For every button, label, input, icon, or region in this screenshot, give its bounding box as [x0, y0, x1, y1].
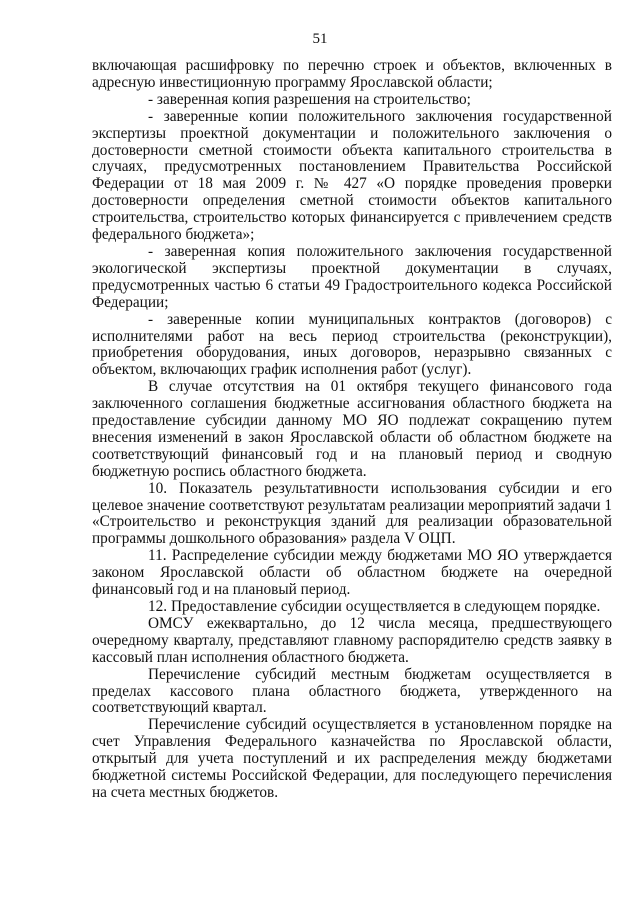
paragraph-item-12: 12. Предоставление субсидии осуществляется в следующем порядке. [148, 598, 601, 615]
list-item-ecological-expertise: - заверенная копия положительного заключения государственной экологической экспертизы проектной документации в случаях, предусмотренных частью 6 статьи 49 Градостроительного кодекса Российской Федерации; [92, 242, 612, 311]
list-item-building-permit: - заверенная копия разрешения на строительство; [148, 90, 471, 108]
paragraph-continuation: включающая расшифровку по перечню строек и объектов, включенных в адресную инвестиционную программу Ярославской области; [92, 57, 612, 91]
paragraph-treasury-account: Перечисление субсидий осуществляется в установленном порядке на счет Управления Федерального казначейства по Ярославской области, открытый для учета поступлений и их распределения между бюджетами бюджетной системы Российской Федерации, для последующего перечисления на счета местных бюджетов. [92, 716, 612, 801]
list-item-municipal-contracts: - заверенные копии муниципальных контрактов (договоров) с исполнителями работ на весь период строительства (реконструкции), приобретения оборудования, иных договоров, неразрывно связанных с объектом, включающих график исполнения работ (услуг). [92, 310, 612, 379]
paragraph-transfer-limits: Перечисление субсидий местным бюджетам осуществляется в пределах кассового плана областного бюджета, утвержденного на соответствующий квартал. [92, 665, 612, 717]
paragraph-item-10: 10. Показатель результативности использования субсидии и его целевое значение соответствуют результатам реализации мероприятий задачи 1 «Строительство и реконструкция зданий для реализации образовательной программы дошкольного образования» раздела V ОЦП. [92, 479, 612, 548]
list-item-state-expertise: - заверенные копии положительного заключения государственной экспертизы проектной документации и положительного заключения о достоверности сметной стоимости объекта капитального строительства в случаях, предусмотренных постановлением Правительства Российской Федерации от 18 мая 2009 г. № 427 «О порядке проведения проверки достоверности определения сметной стоимости объектов капитального строительства, строительство которых финансируется с привлечением средств федерального бюджета»; [92, 107, 612, 244]
paragraph-budget-reduction: В случае отсутствия на 01 октября текущего финансового года заключенного соглашения бюджетные ассигнования областного бюджета на предоставление субсидии данному МО ЯО подлежат сокращению путем внесения изменений в закон Ярославской области об областном бюджете на соответствующий финансовый год и на плановый период и сводную бюджетную роспись областного бюджета. [92, 378, 612, 480]
document-body [92, 58, 612, 802]
paragraph-omsu-request: ОМСУ ежеквартально, до 12 числа месяца, предшествующего очередному кварталу, представляют главному распорядителю средств заявку в кассовый план исполнения областного бюджета. [92, 614, 612, 666]
paragraph-item-11: 11. Распределение субсидии между бюджетами МО ЯО утверждается законом Ярославской области об областном бюджете на очередной финансовый год и на плановый период. [92, 547, 612, 599]
page-number: 51 [312, 31, 328, 47]
